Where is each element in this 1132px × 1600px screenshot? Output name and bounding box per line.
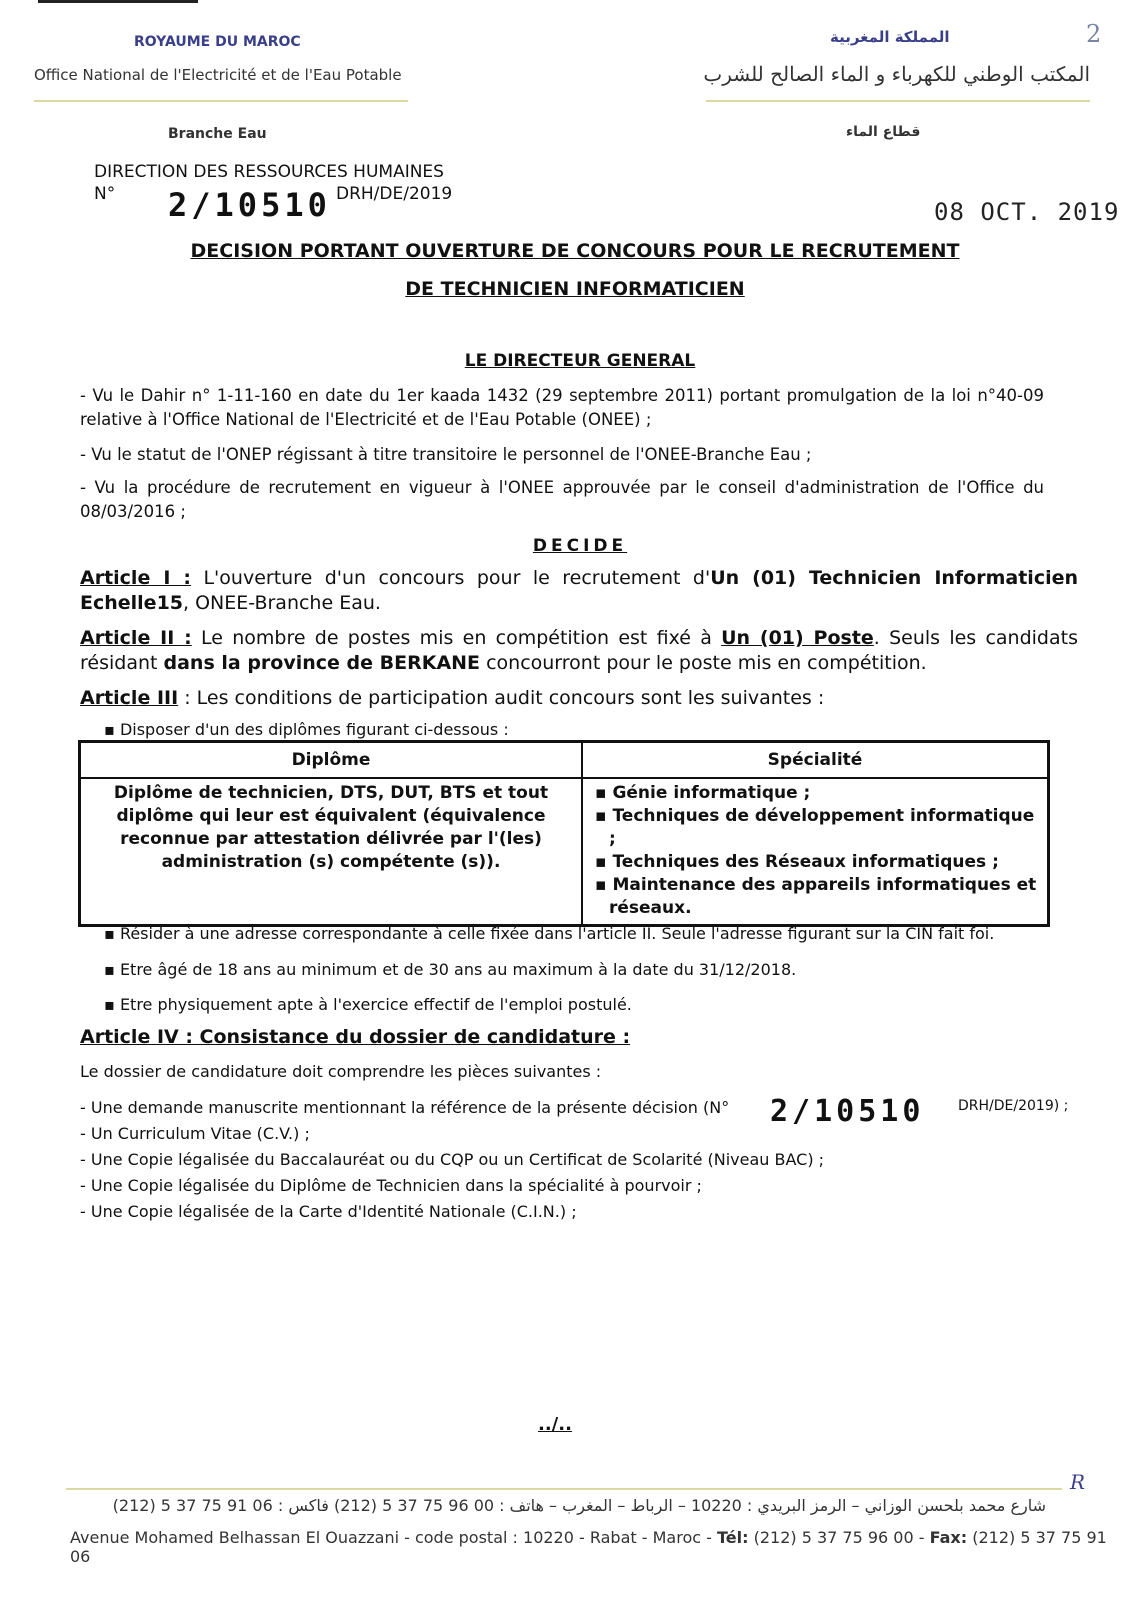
document-title-line1: DECISION PORTANT OUVERTURE DE CONCOURS POUR LE RECRUTEMENT xyxy=(190,240,960,262)
office-name-ar: المكتب الوطني للكهرباء و الماء الصالح للشرب xyxy=(703,62,1090,86)
specialty-item: ▪ Techniques de développement informatique ; xyxy=(595,806,1035,849)
article-2-text-2: . Seuls les candidats résidant xyxy=(80,627,1078,674)
condition-fitness: ▪ Etre physiquement apte à l'exercice effectif de l'emploi postulé. xyxy=(104,995,632,1014)
dossier-item-request: - Une demande manuscrite mentionnant la référence de la présente décision (N° xyxy=(80,1098,730,1117)
condition-diploma-text: Disposer d'un des diplômes figurant ci-dessous : xyxy=(119,720,509,739)
kingdom-fr: ROYAUME DU MAROC xyxy=(134,34,301,50)
footer-address-ar: شارع محمد بلحسن الوزاني – الرمز البريدي : 10220 – الرباط – المغرب – هاتف : 00 96 75 37 5 (212) فاكس : 06 91 75 37 5 (212) xyxy=(112,1496,1046,1515)
dossier-item-diploma: - Une Copie légalisée du Diplôme de Technicien dans la spécialité à pourvoir ; xyxy=(80,1176,702,1195)
header-rule-left xyxy=(34,100,408,102)
handwritten-initial: R xyxy=(1070,1470,1086,1494)
specialty-item: ▪ Techniques des Réseaux informatiques ; xyxy=(595,852,999,872)
article-3-text: : Les conditions de participation audit concours sont les suivantes : xyxy=(178,687,825,709)
diploma-table-row xyxy=(80,778,1049,926)
handwritten-page-number: 2 xyxy=(1086,20,1102,48)
diploma-cell: Diplôme de technicien, DTS, DUT, BTS et tout diplôme qui leur est équivalent (équivalence reconnue par attestation délivrée par l'(les) administration (s) compétente (s)). xyxy=(80,778,583,926)
continuation-mark: ../.. xyxy=(538,1414,572,1435)
reference-number-stamp: 2/10510 xyxy=(168,186,331,224)
dossier-item-bac: - Une Copie légalisée du Baccalauréat ou du CQP ou un Certificat de Scolarité (Niveau BAC) ; xyxy=(80,1150,825,1169)
director-heading: LE DIRECTEUR GENERAL xyxy=(464,351,696,371)
date-stamp: 08 OCT. 2019 xyxy=(934,198,1120,226)
article-1-label: Article I : xyxy=(80,567,192,589)
article-4-intro: Le dossier de candidature doit comprendre les pièces suivantes : xyxy=(80,1062,602,1081)
reference-number-stamp-2: 2/10510 xyxy=(770,1094,925,1129)
top-scan-line xyxy=(38,0,198,3)
footer-rule xyxy=(66,1488,1062,1490)
reference-number-label: N° xyxy=(94,184,116,204)
article-2-text: Le nombre de postes mis en compétition est fixé à xyxy=(201,627,722,649)
article-3-label: Article III xyxy=(80,687,179,709)
specialty-item: ▪ Génie informatique ; xyxy=(595,783,811,803)
dossier-item-cin: - Une Copie légalisée de la Carte d'Identité Nationale (C.I.N.) ; xyxy=(80,1202,577,1221)
specialty-cell xyxy=(582,778,1049,926)
article-2-text-3: concourront pour le poste mis en compétition. xyxy=(480,652,927,674)
office-name-fr: Office National de l'Electricité et de l'Eau Potable xyxy=(34,66,402,84)
condition-diploma: ▪ Disposer d'un des diplômes figurant ci-dessous : xyxy=(104,720,509,739)
header-diploma: Diplôme xyxy=(80,742,583,779)
branch-ar: قطاع الماء xyxy=(846,124,921,140)
reference-number-suffix: DRH/DE/2019 xyxy=(336,184,453,204)
article-3 xyxy=(80,686,1078,711)
condition-age: ▪ Etre âgé de 18 ans au minimum et de 30 ans au maximum à la date du 31/12/2018. xyxy=(104,960,797,979)
dossier-item-cv: - Un Curriculum Vitae (C.V.) ; xyxy=(80,1124,310,1143)
article-1-text: L'ouverture d'un concours pour le recrutement d' xyxy=(203,567,711,589)
diploma-table-header xyxy=(80,742,1049,779)
document-title-line2: DE TECHNICIEN INFORMATICIEN xyxy=(405,278,745,300)
condition-residence: ▪ Résider à une adresse correspondante à celle fixée dans l'article II. Seule l'adresse figurant sur la CIN fait foi. xyxy=(104,924,995,943)
hr-direction: DIRECTION DES RESSOURCES HUMAINES xyxy=(94,162,444,182)
article-2 xyxy=(80,626,1078,676)
footer-address-fr: Avenue Mohamed Belhassan El Ouazzani - code postal : 10220 - Rabat - Maroc - Tél: (212) 5 37 75 96 00 - Fax: (212) 5 37 75 91 06 xyxy=(70,1528,1107,1566)
article-1-position: Un (01) Technicien Informaticien Echelle15 xyxy=(80,567,1079,614)
decide-heading: DECIDE xyxy=(532,536,628,556)
article-1-branch: , ONEE-Branche Eau. xyxy=(183,592,381,614)
consideration-3: - Vu la procédure de recrutement en vigueur à l'ONEE approuvée par le conseil d'administration de l'Office du 08/03/2016 ; xyxy=(80,478,1044,521)
specialty-item: ▪ Maintenance des appareils informatiques et réseaux. xyxy=(595,875,1037,918)
reference-number-suffix-2: DRH/DE/2019) ; xyxy=(958,1098,1069,1114)
header-rule-right xyxy=(706,100,1090,102)
diploma-table xyxy=(78,740,1050,927)
article-2-province: dans la province de BERKANE xyxy=(163,652,481,674)
kingdom-ar: المملكة المغربية xyxy=(830,28,950,46)
article-2-post-count: Un (01) Poste xyxy=(721,627,874,649)
consideration-1: - Vu le Dahir n° 1-11-160 en date du 1er kaada 1432 (29 septembre 2011) portant promulgation de la loi n°40-09 relative à l'Office National de l'Electricité et de l'Eau Potable (ONEE) ; xyxy=(80,386,1044,429)
branch-fr: Branche Eau xyxy=(168,126,267,142)
header-specialty: Spécialité xyxy=(582,742,1049,779)
article-4-title: Article IV : Consistance du dossier de candidature : xyxy=(80,1026,631,1048)
article-1 xyxy=(80,566,1078,616)
article-2-label: Article II : xyxy=(80,627,192,649)
consideration-2: - Vu le statut de l'ONEP régissant à titre transitoire le personnel de l'ONEE-Branche Eau ; xyxy=(80,445,812,464)
